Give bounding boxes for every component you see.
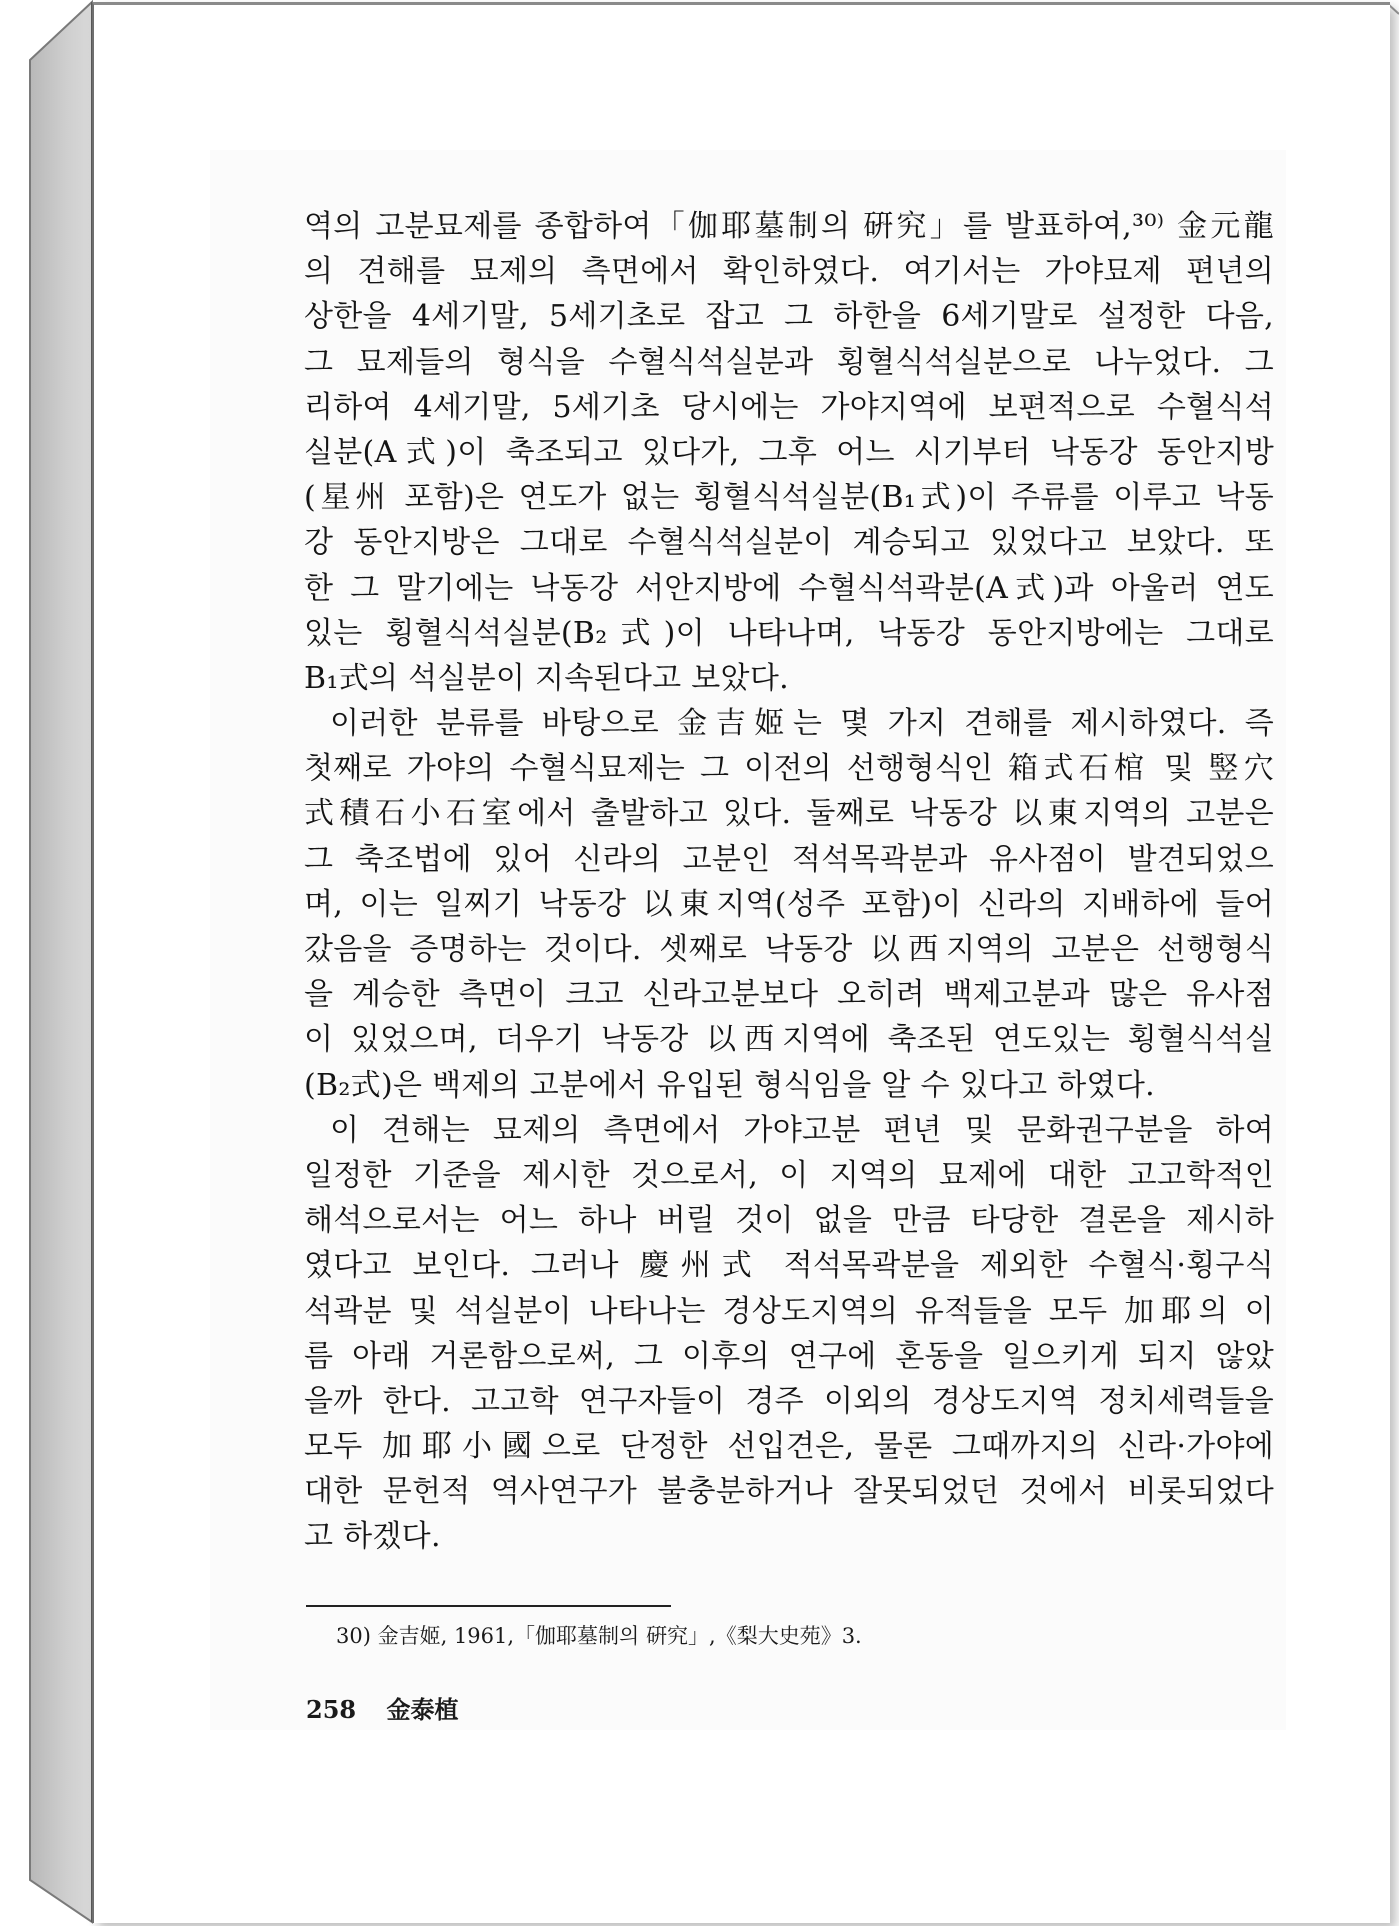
text-line: (B₂式)은 백제의 고분에서 유입된 형식임을 알 수 있다고 하였다. xyxy=(304,1067,1155,1103)
text-line: 상한을 4세기말, 5세기초로 잡고 그 하한을 6세기말로 설정한 다음, xyxy=(304,299,1274,335)
text-line: 강 동안지방은 그대로 수혈식석실분이 계승되고 있었다고 보았다. 또 xyxy=(304,525,1274,561)
text-line: 대한 문헌적 역사연구가 불충분하거나 잘못되었던 것에서 비롯되었다 xyxy=(304,1474,1274,1510)
text-line: 式積石小石室에서 출발하고 있다. 둘째로 낙동강 以東지역의 고분은 xyxy=(304,796,1274,832)
text-line: 석곽분 및 석실분이 나타나는 경상도지역의 유적들을 모두 加耶의 이 xyxy=(304,1293,1274,1329)
text-line: 그 축조법에 있어 신라의 고분인 적석목곽분과 유사점이 발견되었으 xyxy=(304,841,1274,877)
text-line: (星州 포함)은 연도가 없는 횡혈식석실분(B₁式)이 주류를 이루고 낙동 xyxy=(304,480,1274,516)
text-line: B₁式의 석실분이 지속된다고 보았다. xyxy=(304,660,789,696)
footnote-divider xyxy=(306,1605,671,1607)
text-line: 역의 고분묘제를 종합하여「伽耶墓制의 硏究」를 발표하여,³⁰⁾ 金元龍 xyxy=(304,209,1274,244)
text-line: 의 견해를 묘제의 측면에서 확인하였다. 여기서는 가야묘제 편년의 xyxy=(304,254,1274,290)
text-line: 일정한 기준을 제시한 것으로서, 이 지역의 묘제에 대한 고고학적인 xyxy=(304,1157,1274,1193)
page-number: 258 xyxy=(306,1695,357,1724)
text-line: 을 계승한 측면이 크고 신라고분보다 오히려 백제고분과 많은 유사점 xyxy=(304,977,1274,1013)
text-line: 모두 加耶小國으로 단정한 선입견은, 물론 그때까지의 신라·가야에 xyxy=(304,1429,1274,1465)
text-line: 해석으로서는 어느 하나 버릴 것이 없을 만큼 타당한 결론을 제시하 xyxy=(304,1203,1274,1239)
text-line: 있는 횡혈식석실분(B₂式)이 나타나며, 낙동강 동안지방에는 그대로 xyxy=(304,615,1274,651)
footnote: 30) 金吉姬, 1961,「伽耶墓制의 硏究」,《梨大史苑》3. xyxy=(336,1624,862,1648)
text-line: 한 그 말기에는 낙동강 서안지방에 수혈식석곽분(A式)과 아울러 연도 xyxy=(304,570,1274,606)
running-author: 金泰植 xyxy=(386,1695,459,1724)
text-line: 이러한 분류를 바탕으로 金吉姬는 몇 가지 견해를 제시하였다. 즉 xyxy=(330,706,1274,742)
text-line: 갔음을 증명하는 것이다. 셋째로 낙동강 以西지역의 고분은 선행형식 xyxy=(304,932,1274,967)
text-line: 이 견해는 묘제의 측면에서 가야고분 편년 및 문화권구분을 하여 xyxy=(330,1112,1274,1148)
text-line: 첫째로 가야의 수혈식묘제는 그 이전의 선행형식인 箱式石棺 및 竪穴 xyxy=(304,751,1274,787)
text-line: 며, 이는 일찌기 낙동강 以東지역(성주 포함)이 신라의 지배하에 들어 xyxy=(304,886,1274,922)
text-line: 그 묘제들의 형식을 수혈식석실분과 횡혈식석실분으로 나누었다. 그 xyxy=(304,344,1274,380)
text-line: 실분(A式)이 축조되고 있다가, 그후 어느 시기부터 낙동강 동안지방 xyxy=(304,434,1274,470)
text-line: 리하여 4세기말, 5세기초 당시에는 가야지역에 보편적으로 수혈식석 xyxy=(304,389,1274,425)
text-line: 이 있었으며, 더우기 낙동강 以西지역에 축조된 연도있는 횡혈식석실 xyxy=(304,1022,1274,1058)
text-line: 름 아래 거론함으로써, 그 이후의 연구에 혼동을 일으키게 되지 않았 xyxy=(304,1338,1274,1374)
page-footer xyxy=(306,1690,458,1725)
text-line: 을까 한다. 고고학 연구자들이 경주 이외의 경상도지역 정치세력들을 xyxy=(304,1383,1274,1419)
text-line: 고 하겠다. xyxy=(304,1519,441,1555)
text-line: 였다고 보인다. 그러나 慶州式 적석목곽분을 제외한 수혈식·횡구식 xyxy=(304,1248,1274,1284)
body-text xyxy=(304,204,1274,1560)
